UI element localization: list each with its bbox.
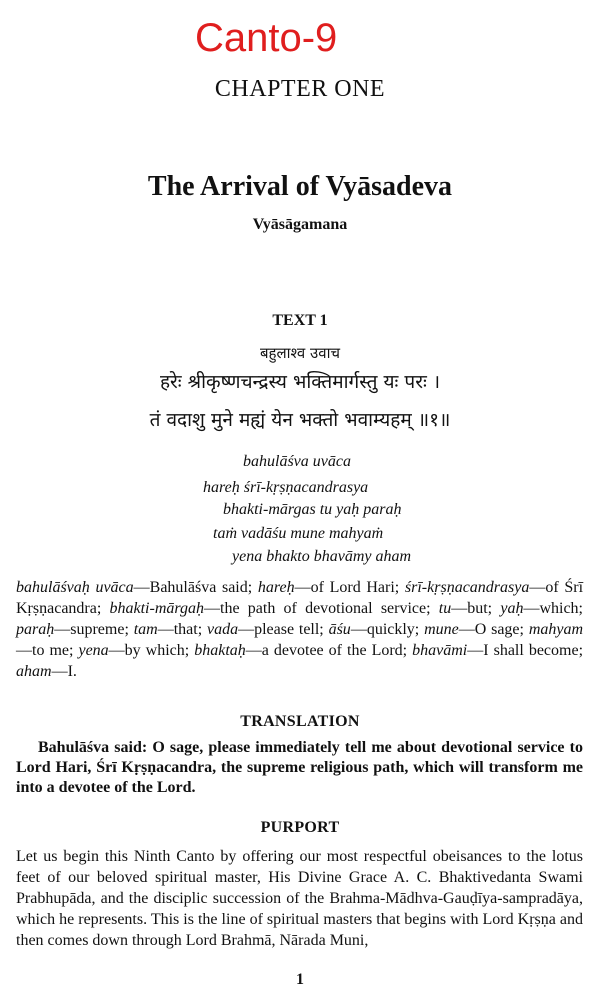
devanagari-line-1: हरेः श्रीकृष्णचन्द्रस्य भक्तिमार्गस्तु यः परः । — [159, 371, 441, 393]
text-number: TEXT 1 — [272, 312, 328, 329]
synonym-meaning: but; — [467, 600, 501, 617]
synonym-meaning: please tell; — [254, 621, 329, 638]
synonym-term: vada — [206, 621, 239, 638]
synonym-term: tu — [438, 600, 452, 617]
synonym-term: bahulāśvaḥ uvāca — [16, 579, 134, 596]
synonym-term: bhakti-mārgaḥ — [109, 600, 205, 617]
devanagari-speaker: बहुलाश्व उवाच — [259, 344, 341, 362]
synonym-meaning: Bahulāśva said; — [149, 579, 258, 596]
synonym-term: yaḥ — [500, 600, 524, 617]
transliteration-line: bahulāśva uvāca — [243, 453, 351, 470]
transliteration-line: bhakti-mārgas tu yaḥ paraḥ — [223, 501, 402, 518]
translation-heading: TRANSLATION — [240, 713, 360, 730]
synonym-meaning: of Śrī Kṛṣṇacandra; — [16, 579, 584, 617]
chapter-heading: CHAPTER ONE — [214, 76, 386, 102]
synonym-meaning: supreme; — [70, 621, 134, 638]
transliteration-line: yena bhakto bhavāmy aham — [232, 548, 412, 565]
synonym-term: mahyam — [528, 621, 584, 638]
synonym-term: bhaktaḥ — [194, 642, 246, 659]
transliteration-line: taṁ vadāśu mune mahyaṁ — [213, 525, 384, 542]
purport-body: Let us begin this Ninth Canto by offering our most respectful obeisances to the lotus feet of our beloved spiritual master, His Divine Grace A. C. Bhaktivedanta Swami Prabhupāda, and the disciplic succession of the Brahma-Mādhva-Gauḍīya-sampradāya, which he represents. This is the line of spiritual masters that begins with Lord Kṛṣṇa and then comes down through Lord Brahmā, Nārada Muni, — [16, 848, 583, 949]
page-number: 1 — [296, 971, 304, 988]
synonym-meaning: O sage; — [474, 621, 529, 638]
purport-heading: PURPORT — [260, 819, 340, 836]
synonym-term: mune — [424, 621, 459, 638]
transliteration-line: hareḥ śrī-kṛṣṇacandrasya — [203, 479, 369, 496]
synonym-term: yena — [78, 642, 109, 659]
synonym-term: paraḥ — [16, 621, 55, 638]
synonym-meaning: that; — [173, 621, 207, 638]
chapter-subtitle: Vyāsāgamana — [252, 216, 348, 233]
synonym-meaning: I shall become; — [483, 642, 584, 659]
synonym-meaning: quickly; — [366, 621, 425, 638]
devanagari-line-2: तं वदाशु मुने मह्यं येन भक्तो भवाम्यहम् ॥१॥ — [149, 409, 451, 431]
synonym-meaning: which; — [539, 600, 583, 617]
synonym-meaning: a devotee of the Lord; — [261, 642, 413, 659]
synonym-term: hareḥ — [257, 579, 295, 596]
synonym-term: aham — [16, 663, 52, 680]
synonym-meaning: I. — [67, 663, 77, 680]
synonym-term: āśu — [328, 621, 351, 638]
synonym-term: śrī-kṛṣṇacandrasya — [404, 579, 530, 596]
synonym-meaning: by which; — [124, 642, 195, 659]
word-for-word-synonyms: bahulāśvaḥ uvāca—Bahulāśva said; hareḥ—of Lord Hari; śrī-kṛṣṇacandrasya—of Śrī Kṛṣṇacandra; bhakti-mārgaḥ—the path of devotional service; tu—but; yaḥ—which; paraḥ—supreme; tam—that; vada—please tell; āśu—quickly; mune—O sage; mahyam—to me; yena—by which; bhaktaḥ—a devotee of the Lord; bhavāmi—I shall become; aham—I. — [16, 579, 584, 680]
synonym-term: bhavāmi — [412, 642, 468, 659]
chapter-title: The Arrival of Vyāsadeva — [147, 171, 453, 202]
canto-annotation: Canto-9 — [195, 16, 338, 60]
translation-body: Bahulāśva said: O sage, please immediately tell me about devotional service to Lord Hari, Śrī Kṛṣṇacandra, the supreme religious path, which will transform me into a devotee of the Lord. — [16, 739, 583, 796]
synonym-term: tam — [133, 621, 158, 638]
synonym-meaning: to me; — [32, 642, 79, 659]
synonym-meaning: the path of devotional service; — [220, 600, 439, 617]
synonym-meaning: of Lord Hari; — [310, 579, 405, 596]
